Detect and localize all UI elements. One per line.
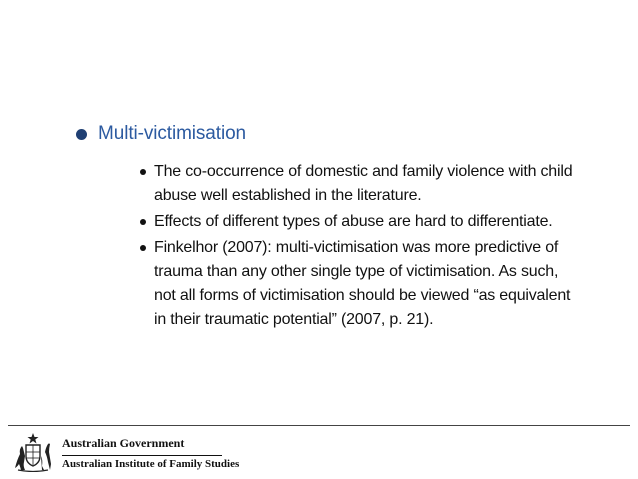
bullet-dot-icon — [140, 219, 146, 225]
sub-bullet-item — [140, 236, 580, 332]
sub-bullet-text: Effects of different types of abuse are hard to differentiate. — [154, 213, 553, 230]
slide-heading: Multi-victimisation — [98, 123, 247, 144]
sub-bullet-text: The co-occurrence of domestic and family violence with child abuse well established in the literature. — [154, 163, 573, 204]
bullet-dot-icon — [140, 169, 146, 175]
bullet-dot-icon — [76, 129, 87, 140]
government-name: Australian Government — [62, 436, 185, 450]
sub-bullet-item — [140, 210, 580, 234]
bullet-dot-icon — [140, 245, 146, 251]
sub-bullet-list — [140, 160, 580, 334]
footer-divider — [8, 425, 630, 426]
sub-bullet-item — [140, 160, 580, 208]
coat-of-arms-icon — [12, 432, 54, 472]
footer-logo-rule — [62, 455, 222, 456]
sub-bullet-text: Finkelhor (2007): multi-victimisation was more predictive of trauma than any other single type of victimisation. As such, not all forms of victimisation should be viewed “as equivalent in their traumatic potential” (2007, p. 21). — [154, 239, 571, 328]
main-bullet — [76, 123, 246, 145]
institute-name: Australian Institute of Family Studies — [62, 458, 240, 470]
